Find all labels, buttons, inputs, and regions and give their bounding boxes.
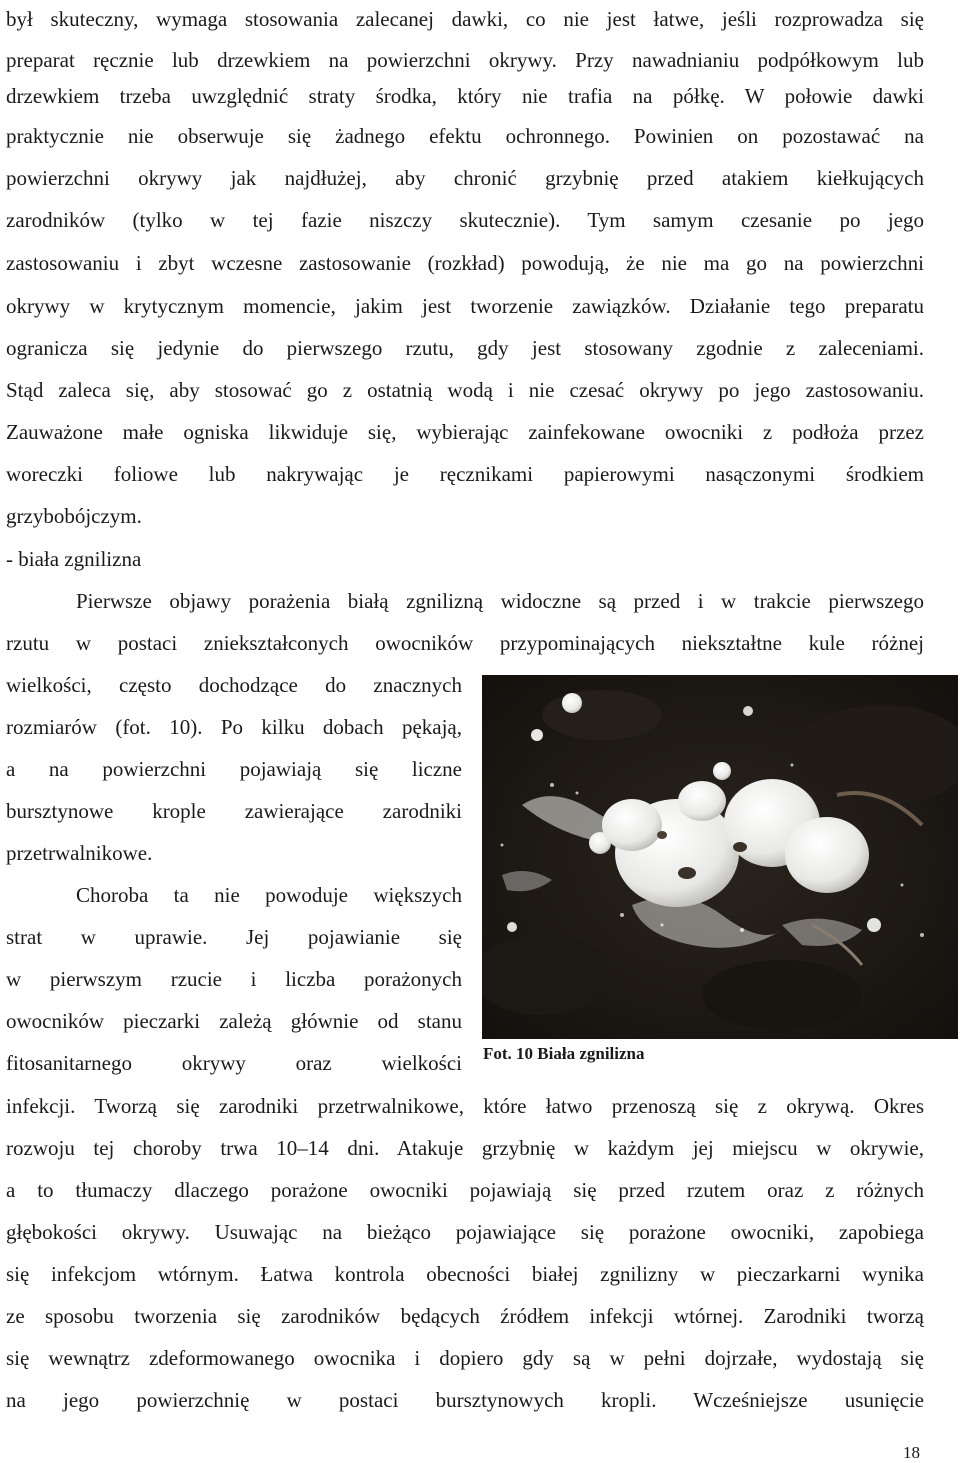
text-line: okrywy w krytycznym momencie, jakim jest tworzenie zawiązków. Działanie tego preparatu xyxy=(6,294,924,318)
text-line: rozwoju tej choroby trwa 10–14 dni. Atakuje grzybnię w każdym jej miejscu w okrywie, xyxy=(6,1136,924,1160)
text-line: się infekcjom wtórnym. Łatwa kontrola obecności białej zgnilizny w pieczarkarni wynika xyxy=(6,1262,924,1286)
text-line: zastosowaniu i zbyt wczesne zastosowanie (rozkład) powodują, że nie ma go na powierzchni xyxy=(6,251,924,275)
photo-caption: Fot. 10 Biała zgnilizna xyxy=(483,1044,645,1063)
text-line: w pierwszym rzucie i liczba porażonych xyxy=(6,967,462,991)
page-number: 18 xyxy=(903,1443,920,1462)
text-line: był skuteczny, wymaga stosowania zalecanej dawki, co nie jest łatwe, jeśli rozprowadza się xyxy=(6,7,924,31)
text-line: zarodników (tylko w tej fazie niszczy skutecznie). Tym samym czesanie po jego xyxy=(6,208,924,232)
section-heading: - biała zgnilizna xyxy=(6,547,142,571)
mushroom-photo xyxy=(482,675,958,1039)
text-line: wielkości, często dochodzące do znacznych xyxy=(6,673,462,697)
text-line: a to tłumaczy dlaczego porażone owocniki pojawiają się przed rzutem oraz z różnych xyxy=(6,1178,924,1202)
text-line: przetrwalnikowe. xyxy=(6,841,153,865)
text-line: woreczki foliowe lub nakrywając je ręcznikami papierowymi nasączonymi środkiem xyxy=(6,462,924,486)
text-line: infekcji. Tworzą się zarodniki przetrwalnikowe, które łatwo przenoszą się z okrywą. Okres xyxy=(6,1094,924,1118)
text-line: drzewkiem trzeba uwzględnić straty środka, który nie trafia na półkę. W połowie dawki xyxy=(6,84,924,108)
text-line: rozmiarów (fot. 10). Po kilku dobach pękają, xyxy=(6,715,462,739)
text-line: się wewnątrz zdeformowanego owocnika i dopiero gdy są w pełni dojrzałe, wydostają się xyxy=(6,1346,924,1370)
text-line: rzutu w postaci zniekształconych owocników przypominających niekształtne kule różnej xyxy=(6,631,924,655)
text-line: strat w uprawie. Jej pojawianie się xyxy=(6,925,462,949)
text-line: bursztynowe krople zawierające zarodniki xyxy=(6,799,462,823)
text-line: Choroba ta nie powoduje większych xyxy=(76,883,462,907)
text-line: a na powierzchni pojawiają się liczne xyxy=(6,757,462,781)
text-line: fitosanitarnego okrywy oraz wielkości xyxy=(6,1051,462,1075)
text-line: ogranicza się jedynie do pierwszego rzutu, gdy jest stosowany zgodnie z zaleceniami. xyxy=(6,336,924,360)
text-line: powierzchni okrywy jak najdłużej, aby chronić grzybnię przed atakiem kiełkujących xyxy=(6,166,924,190)
text-line: owocników pieczarki zależą głównie od stanu xyxy=(6,1009,462,1033)
text-line: Pierwsze objawy porażenia białą zgnilizną widoczne są przed i w trakcie pierwszego xyxy=(76,589,924,613)
text-line: głębokości okrywy. Usuwając na bieżąco pojawiające się porażone owocniki, zapobiega xyxy=(6,1220,924,1244)
text-line: ze sposobu tworzenia się zarodników będących źródłem infekcji wtórnej. Zarodniki tworzą xyxy=(6,1304,924,1328)
text-line: preparat ręcznie lub drzewkiem na powierzchni okrywy. Przy nawadnianiu podpółkowym lub xyxy=(6,48,924,72)
text-line: Stąd zaleca się, aby stosować go z ostatnią wodą i nie czesać okrywy po jego zastosowaniu. xyxy=(6,378,924,402)
text-line: Zauważone małe ogniska likwiduje się, wybierając zainfekowane owocniki z podłoża przez xyxy=(6,420,924,444)
text-line: grzybobójczym. xyxy=(6,504,142,528)
text-line: na jego powierzchnię w postaci bursztynowych kropli. Wcześniejsze usunięcie xyxy=(6,1388,924,1412)
text-line: praktycznie nie obserwuje się żadnego efektu ochronnego. Powinien on pozostawać na xyxy=(6,124,924,148)
